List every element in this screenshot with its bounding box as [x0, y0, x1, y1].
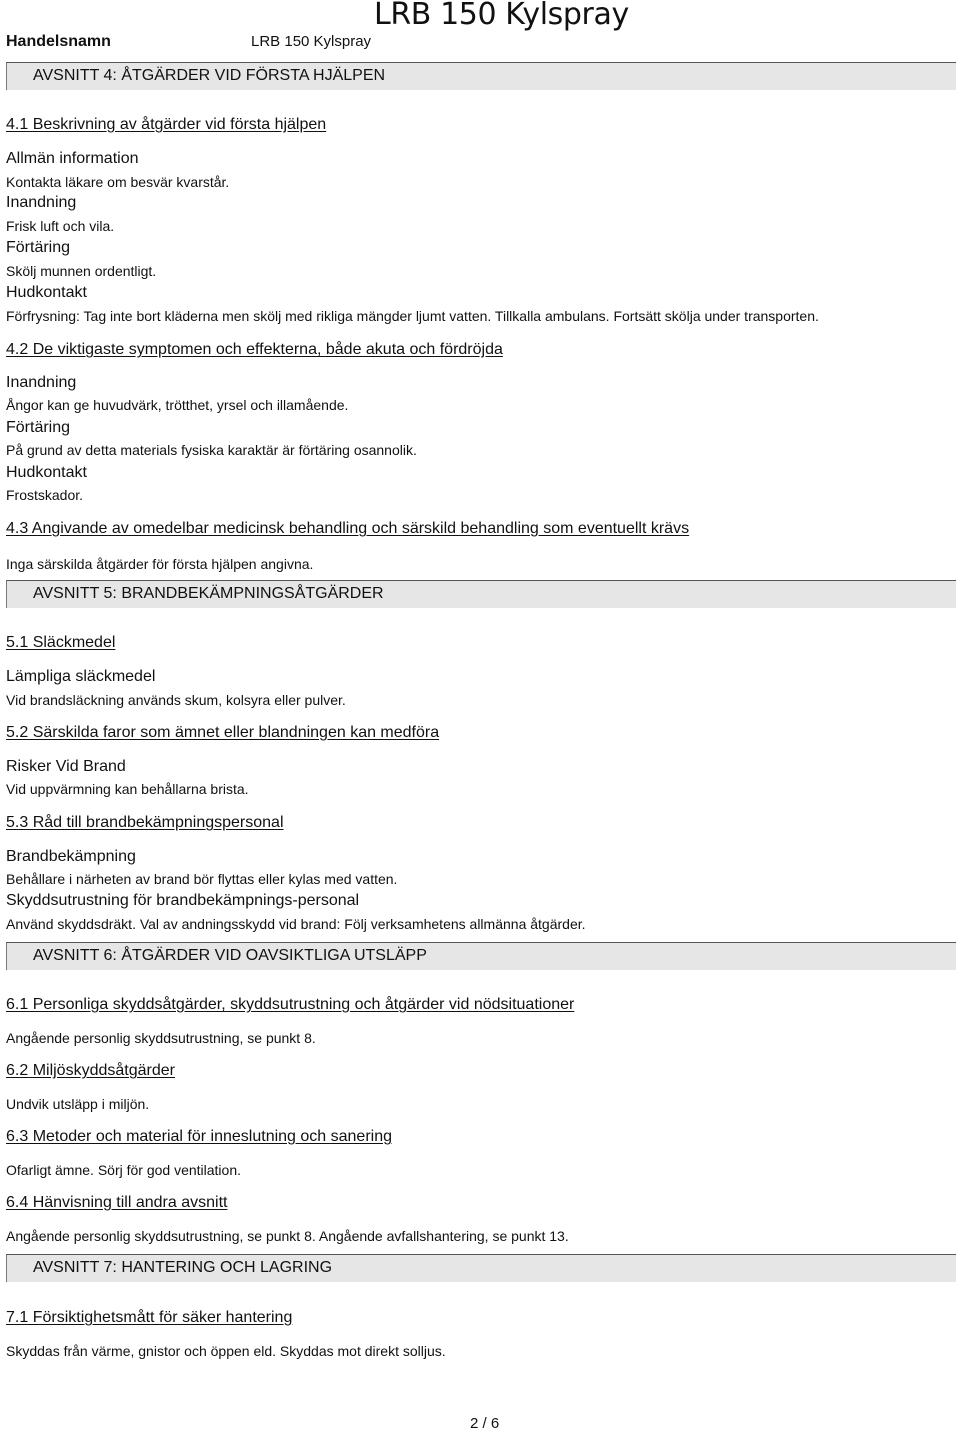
symptom-skin-label: Hudkontakt	[6, 464, 87, 481]
firefighting-label: Brandbekämpning	[6, 848, 136, 865]
trade-name-value: LRB 150 Kylspray	[251, 33, 372, 50]
symptom-skin-text: Frostskador.	[6, 487, 84, 503]
ingestion-text: Skölj munnen ordentligt.	[6, 263, 157, 279]
inhalation-label: Inandning	[6, 194, 77, 211]
subsection-6-4-title: 6.4 Hänvisning till andra avsnitt	[6, 1194, 228, 1211]
subsection-6-2-title: 6.2 Miljöskyddsåtgärder	[6, 1062, 175, 1079]
subsection-6-4-text: Angående personlig skyddsutrustning, se punkt 8. Angående avfallshantering, se punkt 13.	[6, 1228, 569, 1244]
extinguishing-media-label: Lämpliga släckmedel	[6, 668, 156, 685]
fire-risk-text: Vid uppvärmning kan behållarna brista.	[6, 781, 249, 797]
section-5-header	[6, 580, 956, 608]
skin-contact-text: Förfrysning: Tag inte bort kläderna men skölj med rikliga mängder ljumt vatten. Tillkalla ambulans. Fortsätt skölja under transporten.	[6, 308, 819, 324]
skin-contact-label: Hudkontakt	[6, 284, 87, 301]
subsection-6-1-title: 6.1 Personliga skyddsåtgärder, skyddsutrustning och åtgärder vid nödsituationer	[6, 996, 575, 1013]
section-5-title: AVSNITT 5: BRANDBEKÄMPNINGSÅTGÄRDER	[33, 585, 384, 602]
subsection-5-1-title: 5.1 Släckmedel	[6, 634, 116, 651]
subsection-4-2-title: 4.2 De viktigaste symptomen och effekterna, både akuta och fördröjda	[6, 341, 503, 358]
inhalation-text: Frisk luft och vila.	[6, 218, 115, 234]
section-6-title: AVSNITT 6: ÅTGÄRDER VID OAVSIKTLIGA UTSLÄPP	[33, 947, 427, 964]
subsection-4-1-title: 4.1 Beskrivning av åtgärder vid första hjälpen	[6, 116, 327, 133]
subsection-5-2-title: 5.2 Särskilda faror som ämnet eller blandningen kan medföra	[6, 724, 440, 741]
symptom-ingestion-text: På grund av detta materials fysiska karaktär är förtäring osannolik.	[6, 442, 417, 458]
subsection-6-1-text: Angående personlig skyddsutrustning, se punkt 8.	[6, 1030, 316, 1046]
general-info-label: Allmän information	[6, 150, 139, 167]
trade-name-label: Handelsnamn	[6, 33, 111, 50]
subsection-4-3-text: Inga särskilda åtgärder för första hjälpen angivna.	[6, 556, 314, 572]
symptom-inhalation-text: Ångor kan ge huvudvärk, trötthet, yrsel och illamående.	[6, 397, 349, 413]
ingestion-label: Förtäring	[6, 239, 71, 256]
subsection-6-3-title: 6.3 Metoder och material för inneslutning och sanering	[6, 1128, 392, 1145]
symptom-ingestion-label: Förtäring	[6, 419, 71, 436]
subsection-6-2-text: Undvik utsläpp i miljön.	[6, 1096, 150, 1112]
fire-risk-label: Risker Vid Brand	[6, 758, 126, 775]
firefighter-ppe-text: Använd skyddsdräkt. Val av andningsskydd vid brand: Följ verksamhetens allmänna åtgärder.	[6, 916, 586, 932]
symptom-inhalation-label: Inandning	[6, 374, 77, 391]
section-7-header	[6, 1254, 956, 1282]
subsection-5-3-title: 5.3 Råd till brandbekämpningspersonal	[6, 814, 284, 831]
subsection-4-3-title: 4.3 Angivande av omedelbar medicinsk behandling och särskild behandling som eventuellt krävs	[6, 520, 690, 537]
subsection-7-1-title: 7.1 Försiktighetsmått för säker hantering	[6, 1309, 293, 1326]
extinguishing-media-text: Vid brandsläckning används skum, kolsyra eller pulver.	[6, 692, 346, 708]
general-info-text: Kontakta läkare om besvär kvarstår.	[6, 174, 230, 190]
section-4-title: AVSNITT 4: ÅTGÄRDER VID FÖRSTA HJÄLPEN	[33, 67, 386, 84]
subsection-6-3-text: Ofarligt ämne. Sörj för god ventilation.	[6, 1162, 242, 1178]
firefighting-text: Behållare i närheten av brand bör flyttas eller kylas med vatten.	[6, 871, 398, 887]
page-title: LRB 150 Kylspray	[374, 0, 629, 32]
section-6-header	[6, 942, 956, 970]
section-4-header	[6, 62, 956, 90]
page-number: 2 / 6	[470, 1415, 500, 1432]
subsection-7-1-text: Skyddas från värme, gnistor och öppen eld. Skyddas mot direkt solljus.	[6, 1343, 446, 1359]
section-7-title: AVSNITT 7: HANTERING OCH LAGRING	[33, 1259, 333, 1276]
firefighter-ppe-label: Skyddsutrustning för brandbekämpnings-personal	[6, 892, 360, 909]
